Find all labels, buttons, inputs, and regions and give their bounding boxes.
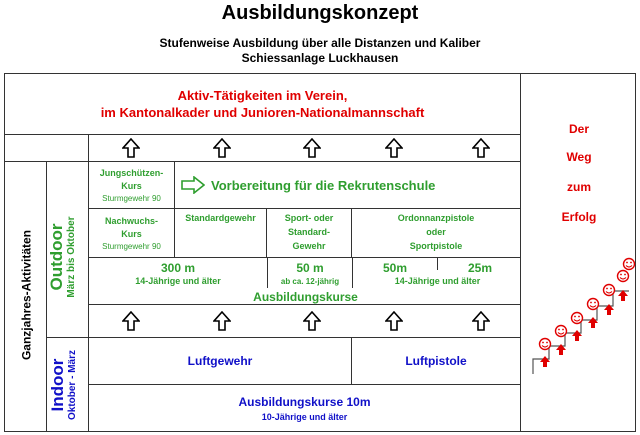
outdoor-label: Outdoor	[47, 223, 66, 291]
nachwuchs-line-1: Nachwuchs-	[104, 215, 158, 226]
success-staircase	[521, 74, 637, 433]
standardgewehr-label: Standardgewehr	[185, 213, 256, 223]
standardgewehr-box	[174, 208, 267, 258]
smiley-icon	[604, 285, 615, 296]
up-arrow-icon	[303, 138, 321, 158]
indoor-season: Oktober - März	[67, 350, 78, 421]
up-arrow-icon	[213, 138, 231, 158]
ausbildungskurse-indoor	[88, 384, 521, 432]
distance-50m-pistole: 50m	[382, 261, 408, 275]
up-arrow-icon	[385, 311, 403, 331]
rekruten-box	[174, 161, 521, 209]
pistole-line-2: oder	[426, 227, 446, 237]
indoor-kurse-label: Ausbildungskurse 10m	[238, 394, 371, 409]
luftgewehr-box	[88, 337, 352, 385]
luftgewehr-label: Luftgewehr	[187, 354, 253, 368]
ausbildungskurse-outdoor	[88, 257, 521, 305]
outdoor-label-group	[49, 172, 81, 342]
smiley-icon	[588, 299, 599, 310]
luftpistole-label: Luftpistole	[405, 354, 467, 368]
success-word-4: Erfolg	[561, 210, 597, 224]
pistole-box	[351, 208, 521, 258]
sportgewehr-box	[266, 208, 352, 258]
red-up-arrow-icon	[618, 290, 628, 301]
smiley-icon	[540, 339, 551, 350]
jungschuetzen-weapon: Sturmgewehr 90	[102, 193, 161, 203]
age-300m: 14-Jährige und älter	[135, 276, 221, 286]
up-arrow-icon	[303, 311, 321, 331]
right-arrow-icon	[181, 176, 205, 194]
indoor-label-group	[50, 337, 82, 433]
arrow-row-spacer	[4, 134, 89, 162]
subtitle: Stufenweise Ausbildung über alle Distanzen und Kaliber	[159, 36, 481, 50]
up-arrow-icon	[472, 311, 490, 331]
smiley-icon	[572, 313, 583, 324]
nachwuchs-weapon: Sturmgewehr 90	[102, 241, 161, 251]
page-title: Ausbildungskonzept	[221, 2, 419, 24]
location-subtitle: Schiessanlage Luckhausen	[241, 51, 399, 65]
distance-300m: 300 m	[160, 261, 196, 275]
indoor-label: Indoor	[48, 358, 67, 412]
success-word-2: Weg	[566, 150, 592, 164]
pistole-line-1: Ordonnanzpistole	[397, 213, 475, 223]
distance-25m-pistole: 25m	[467, 261, 493, 275]
up-arrow-icon	[213, 311, 231, 331]
arrow-row-top	[88, 134, 521, 162]
smiley-icon	[618, 271, 629, 282]
sportgewehr-line-1: Sport- oder	[284, 213, 334, 223]
sportgewehr-line-2: Standard-	[287, 227, 330, 237]
jungschuetzen-kurs	[88, 161, 175, 209]
nachwuchs-kurs	[88, 208, 175, 258]
ausbildungskurse-label: Ausbildungskurse	[253, 290, 358, 304]
indoor-age: 10-Jährige und älter	[261, 411, 348, 422]
rekruten-text: Vorbereitung für die Rekrutenschule	[211, 178, 436, 193]
activities-line-1: Aktiv-Tätigkeiten im Verein,	[177, 88, 348, 103]
success-word-1: Der	[568, 122, 589, 136]
success-word-3: zum	[567, 180, 591, 194]
up-arrow-icon	[122, 311, 140, 331]
luftpistole-box	[351, 337, 521, 385]
activities-box	[4, 73, 521, 135]
age-50m-gewehr: ab ca. 12-jährig	[280, 277, 340, 286]
outdoor-season: März bis Oktober	[66, 216, 77, 298]
sportgewehr-line-3: Gewehr	[292, 241, 326, 251]
smiley-icon	[556, 326, 567, 337]
success-path-box	[520, 73, 636, 432]
year-round-label: Ganzjahres-Aktivitäten	[19, 229, 34, 361]
smiley-icon	[624, 259, 635, 270]
up-arrow-icon	[122, 138, 140, 158]
age-pistole: 14-Jährige und älter	[394, 276, 481, 286]
jungschuetzen-line-1: Jungschützen-	[99, 167, 164, 178]
activities-line-2: im Kantonalkader und Junioren-Nationalmannschaft	[100, 105, 425, 120]
arrow-row-bottom	[88, 304, 521, 338]
up-arrow-icon	[385, 138, 403, 158]
pistole-line-3: Sportpistole	[409, 241, 463, 251]
jungschuetzen-line-2: Kurs	[121, 180, 142, 191]
distance-50m-gewehr: 50 m	[296, 261, 324, 275]
up-arrow-icon	[472, 138, 490, 158]
nachwuchs-line-2: Kurs	[121, 228, 142, 239]
